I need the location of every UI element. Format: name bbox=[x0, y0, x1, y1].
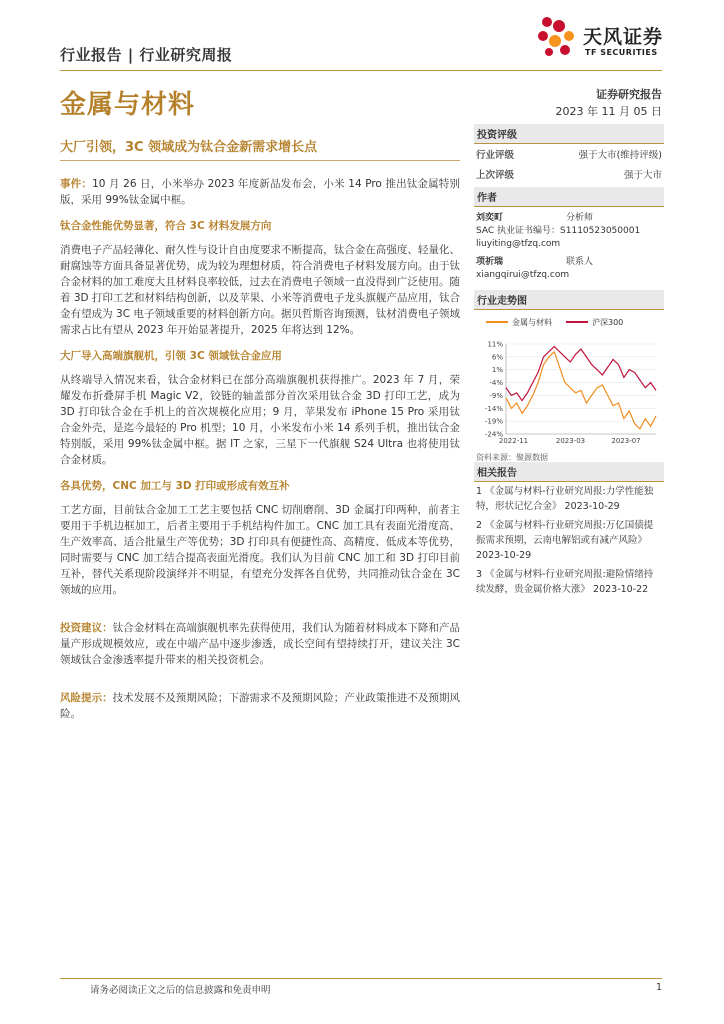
y-tick-label: -4% bbox=[489, 379, 503, 388]
company-logo bbox=[533, 14, 683, 66]
footer-divider bbox=[60, 978, 662, 979]
author-email[interactable]: liuyiting@tfzq.com bbox=[476, 239, 561, 249]
x-tick-label: 2022-11 bbox=[498, 437, 529, 445]
section-heading-2: 大厂导入高端旗舰机，引领 3C 领域钛合金应用 bbox=[60, 350, 282, 362]
section-text-1: 消费电子产品轻薄化、耐久性与设计自由度要求不断提高，钛合金在高强度、轻量化、耐腐蚀等方面具备显著优势，成为较为理想材质，符合消费电子材料发展方向。由于钛合金材料的加工难度大且材料良率较低，过去在消费电子领域一直没得到广泛使用。随着 3D 打印工艺和材料结构创新，以及苹果、小米等消费电子龙头旗舰产品应用，钛合金有望成为 3C 电子领域重要的材料创新方向。据贝哲斯咨询预测，钛材消费电子领域需求占比有望从 2023 年开始显著提升，2025 年将达到 12%。 bbox=[60, 244, 460, 336]
previous-rating-value: 强于大市 bbox=[623, 170, 662, 181]
footer-disclaimer: 请务必阅读正文之后的信息披露和免责申明 bbox=[90, 985, 271, 996]
author-card bbox=[474, 255, 664, 283]
risk-text: 技术发展不及预期风险；下游需求不及预期风险；产业政策推进不及预期风险。 bbox=[60, 692, 461, 720]
author-role: 联系人 bbox=[566, 257, 594, 267]
header-divider bbox=[60, 70, 662, 71]
investment-advice bbox=[60, 620, 460, 668]
report-type: 证券研究报告 bbox=[596, 88, 662, 101]
page-number: 1 bbox=[655, 982, 662, 993]
series-line bbox=[506, 347, 656, 401]
section-text-3: 工艺方面，目前钛合金加工工艺主要包括 CNC 切削磨削、3D 金属打印两种，前者主要用于手机边框加工，后者主要用于手机结构件加工。CNC 加工具有表面光滑度高、生产效率高、适合批量生产等优势；3D 打印具有便捷性高、高精度、低成本等优势，同时需要与 CNC 加工结合提高表面光滑度。我们认为目前 CNC 加工和 3D 打印目前互补，替代关系现阶段演绎并不明显，有望充分发挥各自优势，共同推动钛合金在 3C 领域的应用。 bbox=[60, 504, 460, 596]
rating-section bbox=[474, 124, 664, 184]
rating-header: 投资评级 bbox=[474, 124, 664, 144]
logo-chinese-name: 天风证券 bbox=[583, 26, 664, 48]
author-card bbox=[474, 211, 664, 252]
main-content bbox=[60, 176, 460, 732]
industry-rating-row bbox=[474, 144, 664, 164]
y-tick-label: -19% bbox=[484, 417, 503, 426]
event-label: 事件： bbox=[60, 178, 93, 190]
author-name: 刘奕町 bbox=[476, 213, 504, 223]
related-section bbox=[474, 462, 664, 599]
y-tick-label: -9% bbox=[489, 391, 503, 400]
trend-chart-svg bbox=[474, 310, 664, 450]
legend-label: 沪深300 bbox=[592, 318, 624, 327]
related-report-item[interactable]: 1 《金属与材料-行业研究周报:力学性能独特，形状记忆合金》 2023-10-29 bbox=[476, 486, 654, 512]
previous-rating-row bbox=[474, 164, 664, 184]
report-subtitle: 大厂引领，3C 领域成为钛合金新需求增长点 bbox=[60, 140, 318, 155]
x-tick-label: 2023-03 bbox=[555, 437, 586, 445]
x-tick-label: 2023-07 bbox=[611, 437, 641, 445]
legend-label: 金属与材料 bbox=[512, 318, 552, 327]
chart-source: 资料来源：聚源数据 bbox=[476, 453, 548, 462]
investment-text: 钛合金材料在高端旗舰机率先获得使用，我们认为随着材料成本下降和产品量产形成规模效应，或在中端产品中逐步渗透，成长空间有望持续打开，建议关注 3C 领域钛合金渗透率提升带来的相关投资机会。 bbox=[60, 622, 461, 666]
investment-label: 投资建议： bbox=[60, 622, 113, 634]
section-text-2: 从终端导入情况来看，钛合金材料已在部分高端旗舰机获得推广。2023 年 7 月，荣耀发布折叠屏手机 Magic V2，铰链的轴盖部分首次采用钛合金 3D 打印工艺，成为 3D 打印钛合金在手机上的首次规模化应用；9 月，苹果发布 iPhone 15 Pro 采用钛合金外壳，是迄今最轻的 Pro 机型；10 月，小米发布小米 14 系列手机，推出钛合金特别版，采用 99%钛金属中框。据 IT 之家，三星下一代旗舰 S24 Ultra 也将使用钛合金材质。 bbox=[60, 374, 460, 466]
related-header: 相关报告 bbox=[474, 462, 664, 482]
report-date: 2023 年 11 月 05 日 bbox=[555, 105, 662, 118]
trend-section bbox=[474, 290, 664, 465]
author-header: 作者 bbox=[474, 187, 664, 207]
previous-rating-label: 上次评级 bbox=[476, 170, 515, 181]
section-heading-1: 钛合金性能优势显著，符合 3C 材料发展方向 bbox=[60, 220, 272, 232]
related-report-item[interactable]: 3 《金属与材料-行业研究周报:避险情绪持续发酵，贵金属价格大涨》 2023-10-22 bbox=[476, 569, 654, 595]
y-tick-label: -14% bbox=[484, 404, 503, 413]
y-tick-label: 11% bbox=[487, 340, 503, 349]
author-email[interactable]: xiangqirui@tfzq.com bbox=[476, 270, 570, 280]
risk-warning bbox=[60, 690, 460, 722]
risk-label: 风险提示： bbox=[60, 692, 113, 704]
page-title: 金属与材料 bbox=[60, 90, 196, 120]
subtitle-divider bbox=[60, 160, 460, 161]
author-role: 分析师 bbox=[566, 213, 594, 223]
event-paragraph bbox=[60, 176, 460, 208]
related-report-item[interactable]: 2 《金属与材料-行业研究周报:万亿国债提振需求预期，云南电解铝或有减产风险》 2023-10-29 bbox=[476, 520, 654, 561]
y-tick-label: -24% bbox=[484, 430, 503, 439]
industry-rating-value: 强于大市(维持评级) bbox=[578, 150, 662, 161]
author-name: 项祈瑞 bbox=[476, 257, 504, 267]
author-section bbox=[474, 187, 664, 283]
logo-flower-icon bbox=[533, 14, 581, 60]
author-cert: SAC 执业证书编号：S1110523050001 bbox=[476, 226, 641, 236]
report-category: 行业报告 | 行业研究周报 bbox=[60, 46, 233, 64]
trend-chart bbox=[474, 310, 664, 450]
logo-english-name: TF SECURITIES bbox=[585, 48, 658, 57]
section-heading-3: 各具优势，CNC 加工与 3D 打印或形成有效互补 bbox=[60, 480, 290, 492]
trend-header: 行业走势图 bbox=[474, 290, 664, 310]
y-tick-label: 6% bbox=[491, 353, 503, 362]
event-text: 10 月 26 日，小米举办 2023 年度新品发布会，小米 14 Pro 推出钛金属特别版，采用 99%钛金属中框。 bbox=[60, 178, 460, 206]
y-tick-label: 1% bbox=[491, 366, 503, 375]
industry-rating-label: 行业评级 bbox=[476, 150, 515, 161]
